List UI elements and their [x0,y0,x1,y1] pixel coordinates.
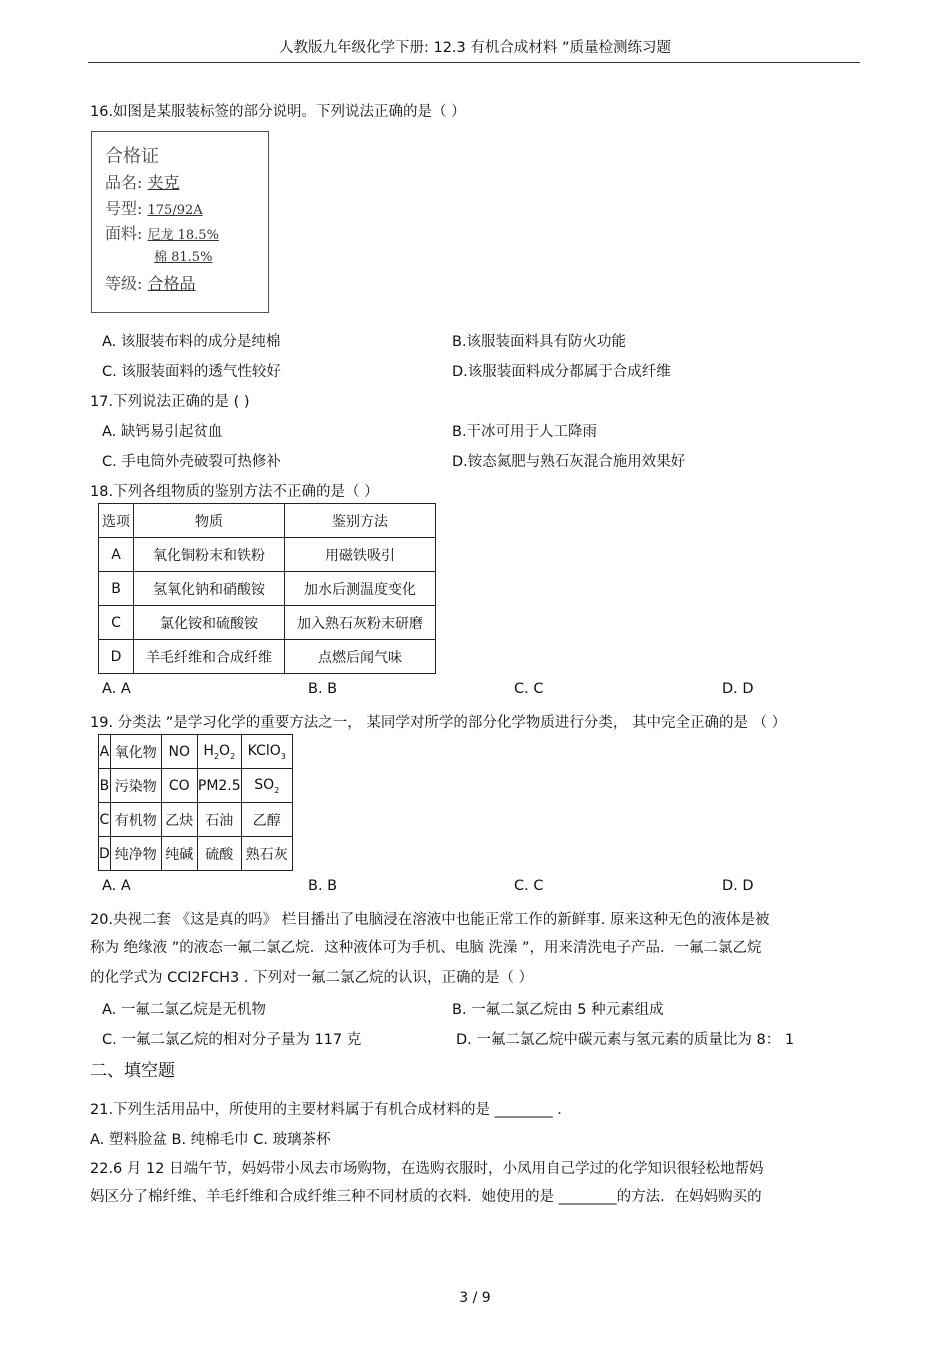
table-cell: A [99,735,111,769]
table-cell: 氢氧化钠和硝酸铵 [134,572,285,606]
q16-option-a: A. 该服装布料的成分是纯棉 [102,334,281,350]
table-cell: C [99,606,134,640]
q17-stem: 17.下列说法正确的是 ( ) [90,394,250,410]
garment-label-image [91,131,269,313]
table-cell: 乙炔 [161,803,197,837]
q17-option-b: B.干冰可用于人工降雨 [452,424,598,440]
q22-line-2: 妈区分了棉纤维、羊毛纤维和合成纤维三种不同材质的衣料．她使用的是 ________的方法．在妈妈购买的 [90,1189,762,1205]
table-cell: 熟石灰 [241,837,292,871]
table-cell: $SO_2$ [241,769,292,803]
table-header-row [99,504,436,538]
q21-stem: 21.下列生活用品中，所使用的主要材料属于有机合成材料的是 ________ . [90,1102,562,1118]
table-row [99,572,436,606]
q20-line-3: 的化学式为 CCl2FCH3 . 下列对一氟二氯乙烷的认识，正确的是（ ） [90,970,534,986]
table-cell: 污染物 [110,769,161,803]
table-cell: 羊毛纤维和合成纤维 [134,640,285,674]
label-grade-key: 等级: [105,274,143,293]
label-model-key: 号型: [105,199,143,218]
table-header-cell: 物质 [134,504,285,538]
label-fabric-value-1: 尼龙 18.5% [147,228,219,243]
table-cell: B [99,572,134,606]
table-cell: B [99,769,111,803]
table-cell: 硫酸 [197,837,241,871]
page-number: 3 / 9 [459,1290,491,1306]
table-row [99,538,436,572]
q17-option-a: A. 缺钙易引起贫血 [102,424,223,440]
table-cell: A [99,538,134,572]
label-grade-value: 合格品 [147,274,196,293]
table-cell: 氯化铵和硫酸铵 [134,606,285,640]
q16-option-d: D.该服装面料成分都属于合成纤维 [452,364,671,380]
q20-option-d: D. 一氟二氯乙烷中碳元素与氢元素的质量比为 8： 1 [456,1032,795,1048]
table-row [99,735,293,769]
q20-line-2: 称为 绝缘液 ”的液态一氟二氯乙烷．这种液体可为手机、电脑 洗澡 ”，用来清洗电子产品．一氟二氯乙烷 [90,940,762,956]
table-cell: 氧化物 [110,735,161,769]
table-cell: D [99,640,134,674]
table-cell: 乙醇 [241,803,292,837]
label-model-value: 175/92A [147,203,203,218]
table-row [99,803,293,837]
q16-option-c: C. 该服装面料的透气性较好 [102,364,281,380]
q19-option-c: C. C [514,878,544,894]
q18-option-b: B. B [308,681,338,697]
table-cell: $H_2O_2$ [197,735,241,769]
table-cell: 加水后测温度变化 [285,572,436,606]
label-name-value: 夹克 [147,173,180,192]
table-cell: NO [161,735,197,769]
table-cell: 石油 [197,803,241,837]
q19-option-a: A. A [102,878,131,894]
q17-option-c: C. 手电筒外壳破裂可热修补 [102,454,281,470]
table-cell: 用磁铁吸引 [285,538,436,572]
q18-stem: 18.下列各组物质的鉴别方法不正确的是（ ） [90,484,379,500]
table-cell: PM2.5 [197,769,241,803]
label-name-key: 品名: [105,173,143,192]
table-cell: D [99,837,111,871]
table-header-cell: 选项 [99,504,134,538]
table-row [99,606,436,640]
q19-table [98,734,293,871]
section-title: 二、填空题 [90,1061,175,1081]
q19-option-b: B. B [308,878,338,894]
table-cell: 氧化铜粉末和铁粉 [134,538,285,572]
table-cell: CO [161,769,197,803]
table-cell: 纯碱 [161,837,197,871]
table-cell: 点燃后闻气味 [285,640,436,674]
label-fabric-key: 面料: [105,224,143,243]
q18-option-c: C. C [514,681,544,697]
table-row [99,837,293,871]
q20-option-a: A. 一氟二氯乙烷是无机物 [102,1002,266,1018]
table-cell: 加入熟石灰粉末研磨 [285,606,436,640]
q18-table [98,503,436,674]
header-rule [88,62,860,63]
label-fabric-value-2: 棉 81.5% [154,250,213,265]
table-cell: C [99,803,111,837]
q18-option-d: D. D [722,681,754,697]
q18-option-a: A. A [102,681,131,697]
table-cell: 有机物 [110,803,161,837]
table-cell: KClO$_3$ [241,735,292,769]
table-row [99,640,436,674]
table-row [99,769,293,803]
q20-line-1: 20.央视二套 《这是真的吗》 栏目播出了电脑浸在溶液中也能正常工作的新鲜事. 原来这种无色的液体是被 [90,912,770,928]
q20-option-c: C. 一氟二氯乙烷的相对分子量为 117 克 [102,1032,362,1048]
q16-stem: 16.如图是某服装标签的部分说明。下列说法正确的是（ ） [90,104,466,120]
q16-option-b: B.该服装面料具有防火功能 [452,334,627,350]
page-header: 人教版九年级化学下册: 12.3 有机合成材料 ”质量检测练习题 [278,40,671,56]
q20-option-b: B. 一氟二氯乙烷由 5 种元素组成 [452,1002,664,1018]
q19-stem: 19. 分类法 ”是学习化学的重要方法之一， 某同学对所学的部分化学物质进行分类， 其中完全正确的是 （ ） [90,715,787,731]
q19-option-d: D. D [722,878,754,894]
q17-option-d: D.铵态氮肥与熟石灰混合施用效果好 [452,454,686,470]
q21-options: A. 塑料脸盆 B. 纯棉毛巾 C. 玻璃茶杯 [90,1132,331,1148]
table-cell: 纯净物 [110,837,161,871]
label-title: 合格证 [105,146,159,167]
table-header-cell: 鉴别方法 [285,504,436,538]
q22-line-1: 22.6 月 12 日端午节，妈妈带小凤去市场购物，在选购衣服时，小凤用自己学过的化学知识很轻松地帮妈 [90,1161,764,1177]
